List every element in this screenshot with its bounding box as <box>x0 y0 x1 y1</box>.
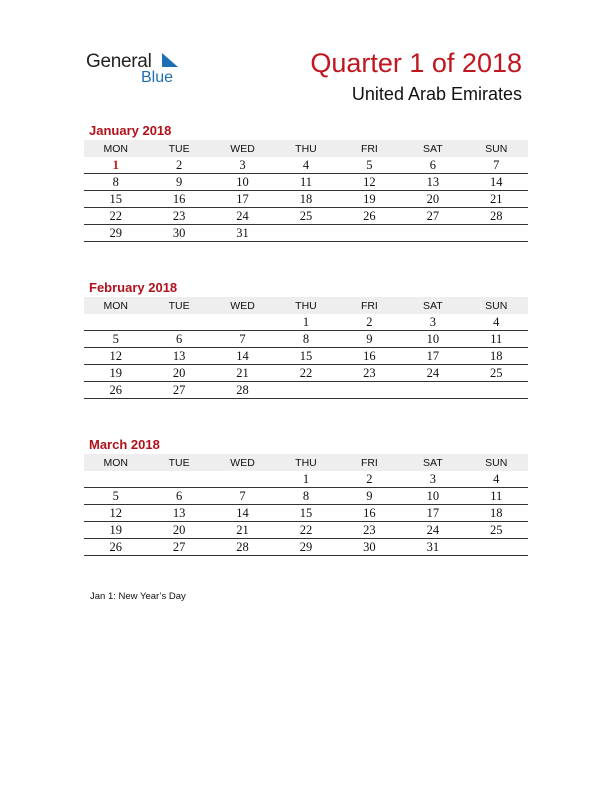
day-cell: 19 <box>84 522 147 539</box>
day-cell: 6 <box>147 331 210 348</box>
week-row <box>84 208 528 225</box>
day-cell: 6 <box>147 488 210 505</box>
empty-day-cell <box>338 382 401 399</box>
day-cell: 24 <box>401 522 464 539</box>
day-cell: 30 <box>338 539 401 556</box>
day-cell: 14 <box>211 505 274 522</box>
day-cell: 12 <box>84 505 147 522</box>
day-cell: 15 <box>84 191 147 208</box>
day-cell: 26 <box>84 382 147 399</box>
weekday-header: THU <box>274 140 337 157</box>
day-cell: 4 <box>274 157 337 174</box>
day-cell: 9 <box>338 331 401 348</box>
day-cell: 28 <box>211 539 274 556</box>
holiday-note: Jan 1: New Year’s Day <box>90 591 186 602</box>
weekday-header: THU <box>274 454 337 471</box>
month-calendar <box>84 454 528 556</box>
month-title: January 2018 <box>89 123 172 138</box>
day-cell: 20 <box>147 522 210 539</box>
day-cell: 5 <box>84 331 147 348</box>
weekday-header: MON <box>84 454 147 471</box>
week-row <box>84 505 528 522</box>
empty-day-cell <box>147 471 210 488</box>
empty-day-cell <box>338 225 401 242</box>
day-cell: 22 <box>84 208 147 225</box>
day-cell: 24 <box>211 208 274 225</box>
day-cell: 21 <box>211 522 274 539</box>
day-cell: 21 <box>465 191 528 208</box>
weekday-header: FRI <box>338 454 401 471</box>
day-cell: 25 <box>274 208 337 225</box>
day-cell: 15 <box>274 505 337 522</box>
day-cell: 22 <box>274 365 337 382</box>
day-cell: 13 <box>147 348 210 365</box>
empty-day-cell <box>211 314 274 331</box>
week-row <box>84 365 528 382</box>
week-row <box>84 471 528 488</box>
day-cell: 27 <box>147 539 210 556</box>
day-cell: 24 <box>401 365 464 382</box>
day-cell: 5 <box>84 488 147 505</box>
weekday-header: SAT <box>401 140 464 157</box>
weekday-header: FRI <box>338 297 401 314</box>
day-cell: 7 <box>211 488 274 505</box>
day-cell: 23 <box>147 208 210 225</box>
holiday-notes <box>90 591 186 602</box>
day-cell: 2 <box>338 471 401 488</box>
week-row <box>84 522 528 539</box>
day-cell: 3 <box>401 314 464 331</box>
day-cell: 18 <box>465 505 528 522</box>
week-row <box>84 174 528 191</box>
week-row <box>84 314 528 331</box>
day-cell: 27 <box>401 208 464 225</box>
month-block <box>84 279 528 399</box>
day-cell: 16 <box>338 505 401 522</box>
day-cell: 22 <box>274 522 337 539</box>
empty-day-cell <box>465 382 528 399</box>
day-cell: 26 <box>338 208 401 225</box>
day-cell: 29 <box>274 539 337 556</box>
week-row <box>84 225 528 242</box>
day-cell: 11 <box>465 488 528 505</box>
day-cell: 4 <box>465 471 528 488</box>
month-calendar <box>84 140 528 242</box>
day-cell: 2 <box>338 314 401 331</box>
day-cell: 27 <box>147 382 210 399</box>
day-cell: 25 <box>465 365 528 382</box>
day-cell: 5 <box>338 157 401 174</box>
day-cell: 17 <box>401 348 464 365</box>
day-cell: 28 <box>211 382 274 399</box>
month-title: February 2018 <box>89 280 178 295</box>
day-cell: 31 <box>211 225 274 242</box>
day-cell: 17 <box>211 191 274 208</box>
day-cell: 29 <box>84 225 147 242</box>
country-name: United Arab Emirates <box>351 84 522 104</box>
weekday-header: SUN <box>465 454 528 471</box>
day-cell: 9 <box>338 488 401 505</box>
day-cell: 13 <box>147 505 210 522</box>
day-cell: 10 <box>211 174 274 191</box>
weekday-header-row <box>84 140 528 157</box>
month-block <box>84 436 528 556</box>
day-cell: 19 <box>338 191 401 208</box>
day-cell: 31 <box>401 539 464 556</box>
weekday-header: TUE <box>147 140 210 157</box>
day-cell: 10 <box>401 488 464 505</box>
empty-day-cell <box>274 225 337 242</box>
day-cell: 20 <box>147 365 210 382</box>
weekday-header: MON <box>84 297 147 314</box>
day-cell: 1 <box>274 314 337 331</box>
empty-day-cell <box>211 471 274 488</box>
empty-day-cell <box>465 539 528 556</box>
weekday-header: TUE <box>147 454 210 471</box>
empty-day-cell <box>147 314 210 331</box>
empty-day-cell <box>465 225 528 242</box>
weekday-header: WED <box>211 140 274 157</box>
month-title: March 2018 <box>89 437 160 452</box>
weekday-header: THU <box>274 297 337 314</box>
day-cell: 14 <box>211 348 274 365</box>
day-cell: 28 <box>465 208 528 225</box>
month-calendar <box>84 297 528 399</box>
day-cell: 13 <box>401 174 464 191</box>
day-cell: 11 <box>465 331 528 348</box>
day-cell: 20 <box>401 191 464 208</box>
logo-flag-icon <box>160 53 180 69</box>
day-cell: 8 <box>84 174 147 191</box>
day-cell: 19 <box>84 365 147 382</box>
day-cell: 8 <box>274 488 337 505</box>
day-cell: 1 <box>84 157 147 174</box>
day-cell: 3 <box>401 471 464 488</box>
day-cell: 18 <box>465 348 528 365</box>
weekday-header: WED <box>211 297 274 314</box>
empty-day-cell <box>84 314 147 331</box>
page-title: Quarter 1 of 2018 <box>310 48 522 78</box>
empty-day-cell <box>84 471 147 488</box>
weekday-header-row <box>84 454 528 471</box>
day-cell: 18 <box>274 191 337 208</box>
weekday-header: WED <box>211 454 274 471</box>
day-cell: 21 <box>211 365 274 382</box>
weekday-header: MON <box>84 140 147 157</box>
day-cell: 3 <box>211 157 274 174</box>
day-cell: 14 <box>465 174 528 191</box>
logo-word-blue: Blue <box>141 69 174 86</box>
day-cell: 23 <box>338 522 401 539</box>
weekday-header-row <box>84 297 528 314</box>
day-cell: 12 <box>338 174 401 191</box>
day-cell: 8 <box>274 331 337 348</box>
general-blue-logo <box>86 50 196 90</box>
day-cell: 25 <box>465 522 528 539</box>
week-row <box>84 348 528 365</box>
week-row <box>84 539 528 556</box>
day-cell: 10 <box>401 331 464 348</box>
day-cell: 16 <box>147 191 210 208</box>
day-cell: 15 <box>274 348 337 365</box>
day-cell: 7 <box>465 157 528 174</box>
week-row <box>84 191 528 208</box>
day-cell: 9 <box>147 174 210 191</box>
day-cell: 26 <box>84 539 147 556</box>
week-row <box>84 157 528 174</box>
day-cell: 23 <box>338 365 401 382</box>
weekday-header: TUE <box>147 297 210 314</box>
week-row <box>84 331 528 348</box>
day-cell: 7 <box>211 331 274 348</box>
day-cell: 1 <box>274 471 337 488</box>
day-cell: 4 <box>465 314 528 331</box>
day-cell: 12 <box>84 348 147 365</box>
day-cell: 16 <box>338 348 401 365</box>
day-cell: 2 <box>147 157 210 174</box>
month-block <box>84 122 528 242</box>
day-cell: 6 <box>401 157 464 174</box>
day-cell: 17 <box>401 505 464 522</box>
day-cell: 30 <box>147 225 210 242</box>
empty-day-cell <box>274 382 337 399</box>
empty-day-cell <box>401 225 464 242</box>
weekday-header: SUN <box>465 140 528 157</box>
weekday-header: SUN <box>465 297 528 314</box>
week-row <box>84 488 528 505</box>
week-row <box>84 382 528 399</box>
empty-day-cell <box>401 382 464 399</box>
weekday-header: FRI <box>338 140 401 157</box>
logo-word-general: General <box>86 51 152 72</box>
weekday-header: SAT <box>401 297 464 314</box>
weekday-header: SAT <box>401 454 464 471</box>
day-cell: 11 <box>274 174 337 191</box>
